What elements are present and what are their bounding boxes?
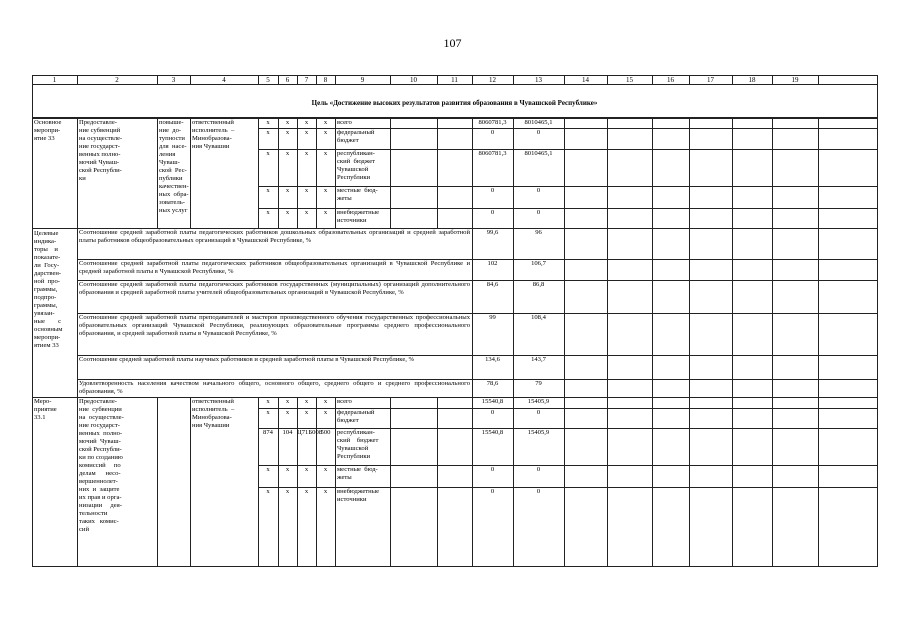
indicator-row-divider xyxy=(77,259,877,260)
value-col12: 15540,8 xyxy=(481,429,504,436)
column-number: 14 xyxy=(582,76,589,84)
indicators-label: Целевые индика- торы и показате- ли Госу- дарствен- ной про- граммы, подпро- граммы, увязан- ные с основным меропри- ятием 33 xyxy=(34,230,63,349)
budget-code: x xyxy=(285,119,290,126)
value-col13: 0 xyxy=(536,409,541,416)
value-col12: 0 xyxy=(490,209,495,216)
column-divider xyxy=(32,75,33,567)
block-code: Меро- приятие 33.1 xyxy=(34,398,57,421)
budget-table xyxy=(32,75,877,567)
budget-code: x xyxy=(266,409,270,416)
indicator-text: Удовлетворенность населения качеством начального общего, основного общего, среднего общего и среднего профессионального образования, % xyxy=(79,380,470,395)
indicator-row-divider xyxy=(77,313,877,314)
budget-code: x xyxy=(304,119,309,126)
budget-code: x xyxy=(285,466,290,473)
funding-source: федеральный бюджет xyxy=(337,409,375,424)
budget-code: x xyxy=(304,488,309,495)
block-code: Основное меропри- ятие 33 xyxy=(34,119,62,142)
budget-code: x xyxy=(323,398,328,405)
indicator-row-divider xyxy=(77,355,877,356)
indicator-value-13: 143,7 xyxy=(531,356,546,363)
indicator-value-13: 106,7 xyxy=(531,260,546,267)
column-number: 9 xyxy=(360,76,365,84)
indicator-value-12: 134,6 xyxy=(485,356,500,363)
budget-code: x xyxy=(323,187,328,194)
budget-code: x xyxy=(266,119,270,126)
budget-code: x xyxy=(285,398,290,405)
value-col13: 0 xyxy=(536,466,541,473)
budget-code: x xyxy=(266,129,270,136)
budget-code: x xyxy=(304,187,309,194)
budget-code: x xyxy=(285,209,290,216)
budget-code: x xyxy=(266,398,270,405)
column-number: 16 xyxy=(667,76,674,84)
indicator-value-13: 108,4 xyxy=(531,314,546,321)
block-description: Предоставле- ние субвенций на осуществле- ние государст- венных полно- мочий Чуваш- ской Республи- ки xyxy=(79,119,123,182)
budget-code: x xyxy=(304,398,309,405)
column-number: 17 xyxy=(707,76,714,84)
budget-code: x xyxy=(304,409,309,416)
column-divider xyxy=(877,75,878,567)
page-number: 107 xyxy=(443,36,462,50)
budget-code: x xyxy=(304,150,309,157)
budget-code: x xyxy=(323,129,328,136)
indicator-value-13: 96 xyxy=(535,229,542,236)
block-top-border xyxy=(32,397,877,398)
indicator-value-12: 99 xyxy=(489,314,496,321)
budget-code: x xyxy=(266,488,270,495)
budget-code: x xyxy=(285,150,290,157)
value-col12: 0 xyxy=(490,409,495,416)
value-col13: 0 xyxy=(536,488,541,495)
column-number: 11 xyxy=(451,76,458,84)
budget-code: x xyxy=(323,409,328,416)
indicator-value-12: 99,6 xyxy=(486,229,499,236)
indicator-row-divider xyxy=(77,379,877,380)
value-col13: 15405,9 xyxy=(527,398,550,405)
budget-code: Ц71Б008 xyxy=(297,429,323,436)
budget-code: x xyxy=(304,466,309,473)
value-col12: 0 xyxy=(490,488,495,495)
indicator-text: Соотношение средней заработной платы педагогических работников общеобразовательных организаций в Чувашской Республике и средней заработной платы в Чувашской Республике, % xyxy=(79,260,470,275)
value-col13: 0 xyxy=(536,209,541,216)
column-number: 13 xyxy=(535,76,542,84)
budget-code: x xyxy=(285,187,290,194)
value-col12: 0 xyxy=(490,129,495,136)
indicator-row-divider xyxy=(77,280,877,281)
value-col12: 8060781,3 xyxy=(478,150,507,157)
column-number: 6 xyxy=(285,76,290,84)
column-number: 4 xyxy=(222,76,226,84)
column-number: 8 xyxy=(323,76,328,84)
block-executor: ответственный исполнитель – Минобразова- ния Чувашии xyxy=(192,398,235,429)
column-number: 7 xyxy=(304,76,309,84)
indicator-text: Соотношение средней заработной платы преподавателей и мастеров производственного обучения государственных профессиональных образовательных организаций Чувашской Республики, реализующих образовательные программы среднего профессионального образования, и средней заработной платы в Чувашской Республике, % xyxy=(79,314,470,337)
value-col13: 8010465,1 xyxy=(524,150,553,157)
indicator-text: Соотношение средней заработной платы педагогических работников дошкольных образовательных организаций и средней заработной платы работников общеобразовательных организаций в Чувашской Республике, % xyxy=(79,229,470,244)
column-number: 12 xyxy=(489,76,496,84)
funding-source: всего xyxy=(337,119,352,126)
budget-code: x xyxy=(266,150,270,157)
funding-source: всего xyxy=(337,398,352,405)
column-number: 5 xyxy=(266,76,270,84)
funding-source: федеральный бюджет xyxy=(337,129,375,144)
value-col13: 8010465,1 xyxy=(524,119,553,126)
column-number: 19 xyxy=(791,76,799,84)
budget-code: x xyxy=(323,209,328,216)
budget-code: x xyxy=(266,466,270,473)
budget-code: x xyxy=(266,187,270,194)
budget-code: x xyxy=(304,209,309,216)
indicator-value-12: 84,6 xyxy=(486,281,499,288)
block-goal: повыше- ние до- тупности для насе- ления Чуваш- ской Рес- публики качествен- ных обра- зователь- ных услуг xyxy=(159,119,189,214)
column-number: 10 xyxy=(410,76,417,84)
block-bottom-border xyxy=(32,566,877,567)
block-executor: ответственный исполнитель – Минобразова- ния Чувашии xyxy=(192,119,235,150)
value-col12: 0 xyxy=(490,466,495,473)
funding-source: внебюджетные источники xyxy=(337,209,380,224)
value-col13: 15405,9 xyxy=(527,429,550,436)
indicator-text: Соотношение средней заработной платы научных работников и средней заработной платы в Чувашской Республике, % xyxy=(79,356,415,363)
value-col13: 0 xyxy=(536,187,541,194)
budget-code: 500 xyxy=(320,429,331,436)
indicator-text: Соотношение средней заработной платы педагогических работников государственных (муниципальных) организаций дополнительного образования и средней заработной платы учителей общеобразовательных организаций в Чувашской Республике, % xyxy=(79,281,470,296)
value-col12: 0 xyxy=(490,187,495,194)
indicator-value-13: 86,8 xyxy=(532,281,545,288)
budget-code: 874 xyxy=(263,429,273,436)
budget-code: x xyxy=(323,119,328,126)
value-col13: 0 xyxy=(536,129,541,136)
budget-code: x xyxy=(323,150,328,157)
budget-code: x xyxy=(304,129,309,136)
indicator-value-12: 102 xyxy=(487,260,498,267)
indicator-value-13: 79 xyxy=(535,380,542,387)
budget-code: 104 xyxy=(282,429,293,436)
budget-code: x xyxy=(323,488,328,495)
budget-code: x xyxy=(266,209,270,216)
funding-source: внебюджетные источники xyxy=(337,488,380,503)
goal-title: Цель «Достижение высоких результатов развития образования в Чувашской Республике» xyxy=(311,99,598,107)
funding-source: местные бюд- жеты xyxy=(337,187,378,202)
indicator-value-12: 78,6 xyxy=(486,380,499,387)
value-col12: 15540,8 xyxy=(481,398,504,405)
funding-source: республикан- ский бюджет Чувашской Республики xyxy=(337,429,379,460)
funding-source: республикан- ский бюджет Чувашской Республики xyxy=(337,150,376,181)
column-number: 18 xyxy=(748,76,756,84)
column-number: 3 xyxy=(171,76,176,84)
budget-code: x xyxy=(285,129,290,136)
budget-code: x xyxy=(285,488,290,495)
budget-code: x xyxy=(323,466,328,473)
value-col12: 8060781,3 xyxy=(478,119,507,126)
column-number: 1 xyxy=(52,76,57,84)
budget-code: x xyxy=(285,409,290,416)
block-description: Предоставле- ние субвенции на осуществле- ние государст- венных полно- мочий Чуваш- ской Республи- ки по созданию комиссий по делам несо- вершеннолет- них и защите их прав и орга- низации дея- тельности таких комис- сий xyxy=(79,398,124,533)
column-number: 2 xyxy=(115,76,119,84)
funding-source: местные бюд- жеты xyxy=(337,466,378,481)
column-number: 15 xyxy=(626,76,633,84)
